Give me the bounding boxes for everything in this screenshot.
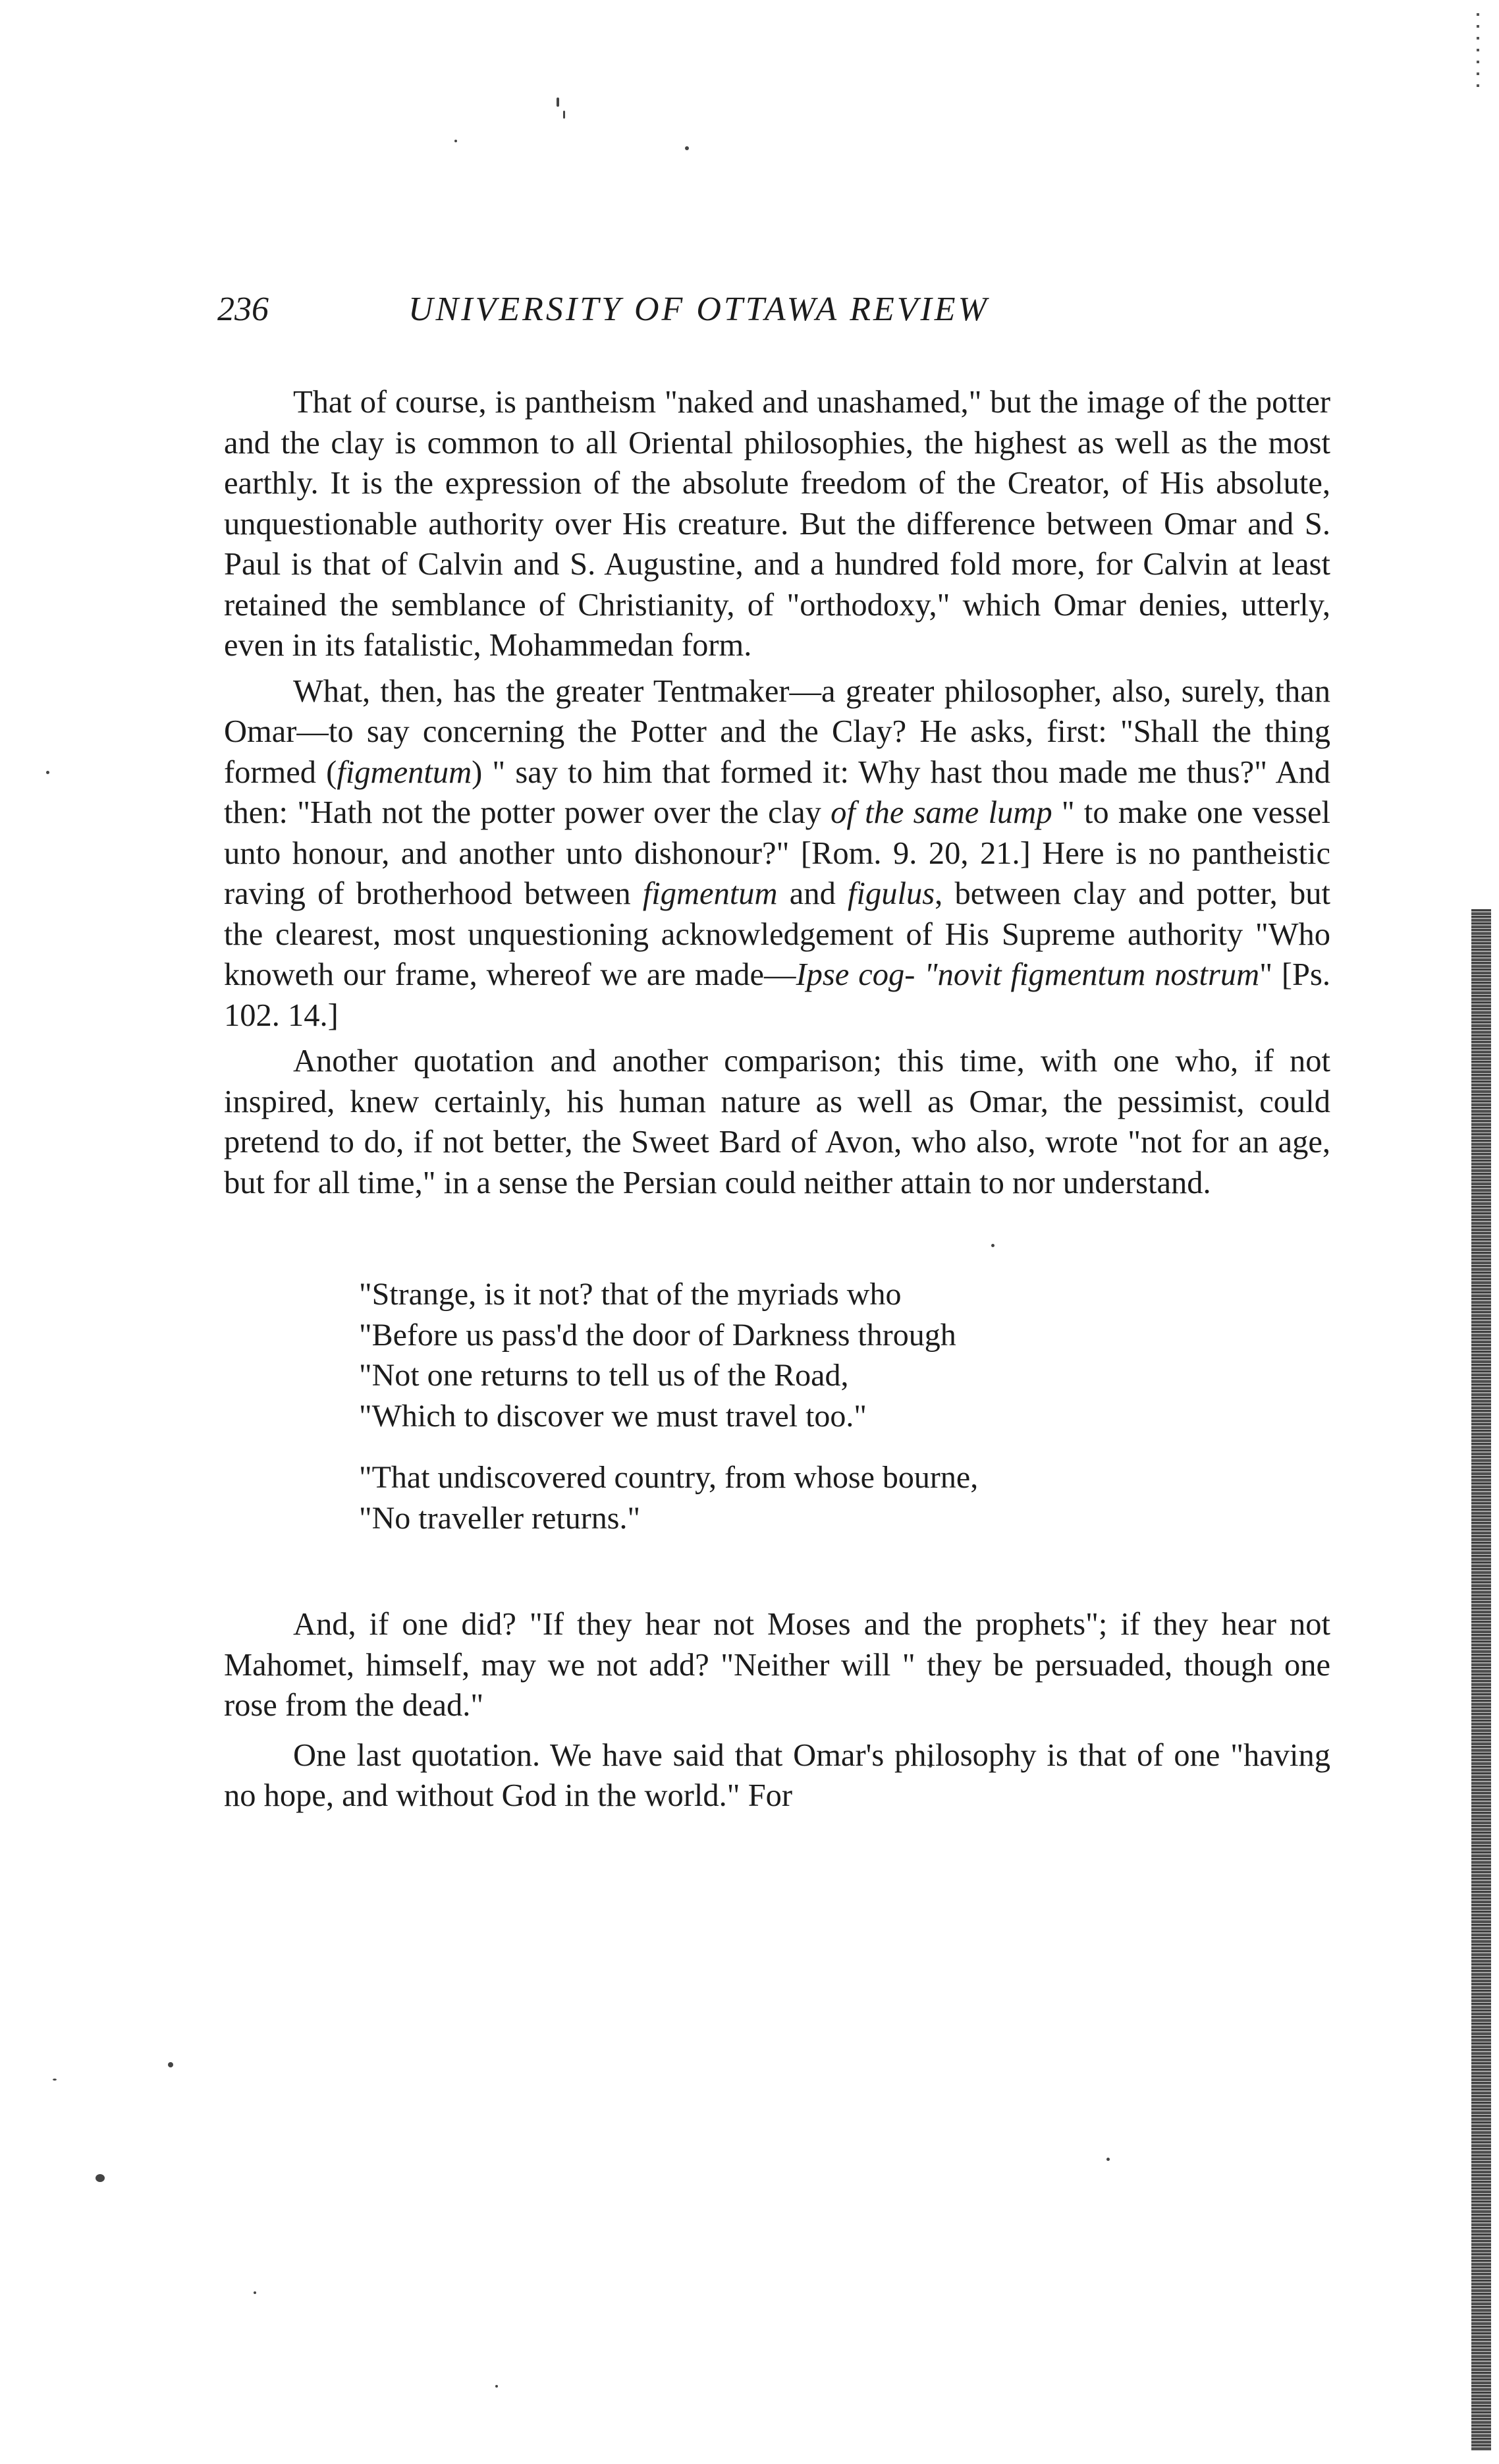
speck [46,771,49,774]
paragraph-moses: And, if one did? "If they hear not Moses and the prophets"; if they hear not Mahomet, himself, may we not add? "Neither will " they be persuaded, though one rose from the dead." [224,1607,1330,1723]
speck [53,2079,57,2081]
emphasis-text: of the same lump [831,795,1052,830]
scan-artifact-top [1477,13,1479,92]
speck [254,2291,256,2294]
paragraph-pantheism: That of course, is pantheism "naked and unashamed," but the image of the potter and the clay is common to all Oriental philosophies, the highest as well as the most earthly. It is the expression of the absolute freedom of the Creator, of His absolute, unquestionable authority over His creature. But the difference between Omar and S. Paul is that of Calvin and S. Augustine, and a hundred fold more, for Calvin at least retained the semblance of Christianity, of "orthodoxy," which Omar denies, utterly, even in its fatalistic, Mohammedan form. [224,385,1330,663]
speck [168,2062,173,2067]
verse-line: "Which to discover we must travel too." [359,1398,867,1434]
text-segment: " [Ps. 102. 14.] [224,957,1331,1033]
paragraph-shakespeare: Another quotation and another comparison; this time, with one who, if not inspired, knew certainly, his human nature as well as Omar, the pessimist, could pretend to do, if not better, the Sweet Bard of Avon, who also, wrote "not for an age, but for all time," in a sense the Persian could neither attain to nor understand. [224,1044,1330,1200]
verse-line: "Before us pass'd the door of Darkness through [359,1317,956,1353]
speck [563,111,565,119]
paragraph-tentmaker [224,671,1330,1036]
verse-line: "No traveller returns." [359,1500,641,1536]
speck [454,140,457,142]
page-number: 236 [217,291,269,328]
speck [685,146,689,150]
verse-quotation [359,1274,1330,1538]
text-segment: and [777,876,848,911]
speck [95,2174,105,2182]
running-title: UNIVERSITY OF OTTAWA REVIEW [408,291,989,328]
verse-line: "That undiscovered country, from whose bourne, [359,1460,979,1495]
scan-edge-artifact [1471,909,1491,2451]
verse-line: "Not one returns to tell us of the Road, [359,1358,849,1393]
stanza-gap [359,1436,1330,1457]
paragraph-last-quotation: One last quotation. We have said that Omar's philosophy is that of one "having no hope, and without God in the world." For [224,1737,1330,1813]
text-segment: , between clay and potter, but the clearest, most unquestioning acknowledgement of His Supreme authority "Who knoweth our frame, whereof we are made— [224,876,1330,992]
text-segment: What, then, has the greater Tentmaker—a greater philosopher, also, surely, than Omar—to say concerning the Potter and the Clay? He asks, first: "Shall the thing formed ( [224,673,1330,790]
body-text [224,382,1330,1816]
latin-term: figulus [848,876,935,911]
speck [1106,2158,1110,2161]
speck [495,2385,498,2388]
speck [557,98,559,107]
page-header [217,290,1344,343]
verse-line: "Strange, is it not? that of the myriads who [359,1277,902,1312]
latin-quotation: Ipse cog- "novit figmentum nostrum [796,957,1260,992]
text-segment: ) " say to him that formed it: Why hast thou made me thus?" And then: "Hath not the potter power over the clay [224,754,1330,830]
latin-term: figmentum [337,754,472,790]
latin-term: figmentum [642,876,778,911]
text-segment: " to make one vessel unto honour, and another unto dishonour?" [Rom. 9. 20, 21.] Here is no pantheistic raving of brotherhood between [224,795,1330,911]
